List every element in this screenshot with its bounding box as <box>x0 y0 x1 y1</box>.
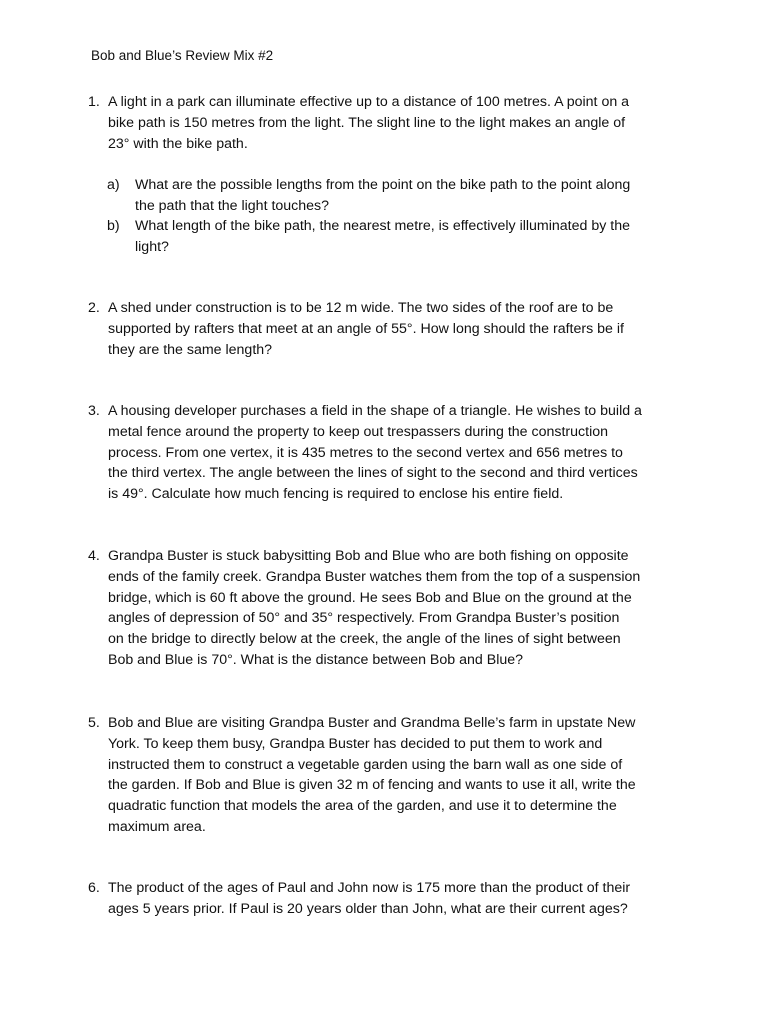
part-label: b) <box>107 218 120 234</box>
question-number: 2. <box>88 300 100 316</box>
question-4 <box>88 546 688 671</box>
question-1-part-b <box>107 216 687 258</box>
question-text: Bob and Blue are visiting Grandpa Buster and Grandma Belle’s farm in upstate New York. To keep them busy, Grandpa Buster has decided to put them to work and instructed them to construct a vegetable garden using the barn wall as one side of the garden. If Bob and Blue is given 32 m of fencing and wants to use it all, write the quadratic function that models the area of the garden, and use it to determine the maximum area. <box>108 715 636 835</box>
question-text: A housing developer purchases a field in the shape of a triangle. He wishes to build a metal fence around the property to keep out trespassers during the construction process. From one vertex, it is 435 metres to the second vertex and 656 metres to the third vertex. The angle between the lines of sight to the second and third vertices is 49°. Calculate how much fencing is required to enclose his entire field. <box>108 403 642 503</box>
question-text: The product of the ages of Paul and John now is 175 more than the product of their ages 5 years prior. If Paul is 20 years older than John, what are their current ages? <box>108 880 631 917</box>
question-text: A light in a park can illuminate effective up to a distance of 100 metres. A point on a bike path is 150 metres from the light. The slight line to the light makes an angle of 23° with the bike path. <box>108 94 630 152</box>
question-number: 4. <box>88 548 100 564</box>
part-text: What are the possible lengths from the point on the bike path to the point along the path that the light touches? <box>135 177 631 214</box>
question-3 <box>88 401 688 505</box>
question-2 <box>88 298 688 360</box>
part-text: What length of the bike path, the nearest metre, is effectively illuminated by the light? <box>135 218 630 255</box>
question-number: 1. <box>88 94 100 110</box>
question-5 <box>88 713 688 838</box>
question-number: 6. <box>88 880 100 896</box>
question-1-part-a <box>107 175 687 217</box>
question-number: 3. <box>88 403 100 419</box>
question-number: 5. <box>88 715 100 731</box>
question-text: A shed under construction is to be 12 m wide. The two sides of the roof are to be supported by rafters that meet at an angle of 55°. How long should the rafters be if they are the same length? <box>108 300 624 358</box>
part-label: a) <box>107 177 120 193</box>
question-1 <box>88 92 688 154</box>
question-text: Grandpa Buster is stuck babysitting Bob and Blue who are both fishing on opposite ends of the family creek. Grandpa Buster watches them from the top of a suspension bridge, which is 60 ft above the ground. He sees Bob and Blue on the ground at the angles of depression of 50° and 35° respectively. From Grandpa Buster’s position on the bridge to directly below at the creek, the angle of the lines of sight between Bob and Blue is 70°. What is the distance between Bob and Blue? <box>108 548 641 668</box>
question-6 <box>88 878 688 920</box>
document-title: Bob and Blue’s Review Mix #2 <box>91 48 274 63</box>
